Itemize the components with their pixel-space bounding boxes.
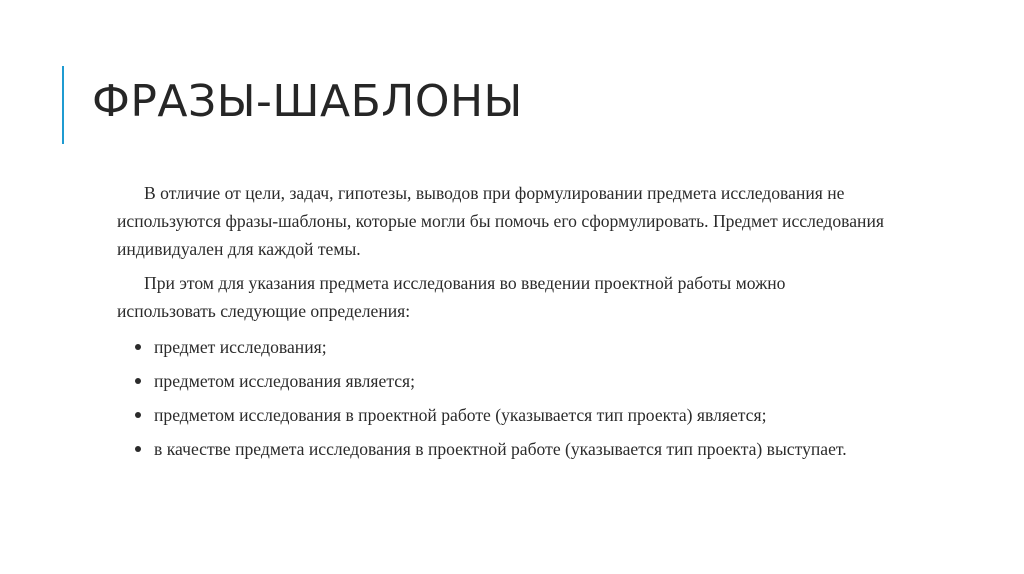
paragraph-intro: В отличие от цели, задач, гипотезы, выводов при формулировании предмета исследования не используются фразы-шаблоны, которые могли бы помочь его сформулировать. Предмет исследования индивидуален для каждой темы.	[117, 183, 884, 259]
list-item-text: предметом исследования является;	[154, 371, 416, 391]
bullet-icon	[135, 344, 141, 350]
bullet-icon	[135, 446, 141, 452]
list-item-text: предмет исследования;	[154, 337, 327, 357]
list-item	[117, 401, 887, 429]
list-item-text: предметом исследования в проектной работе (указывается тип проекта) является;	[154, 405, 767, 425]
paragraph-usage: При этом для указания предмета исследования во введении проектной работы можно использовать следующие определения:	[117, 273, 786, 321]
definitions-list	[117, 333, 887, 463]
list-item	[117, 333, 887, 361]
bullet-icon	[135, 412, 141, 418]
slide-title: ФРАЗЫ-ШАБЛОНЫ	[92, 76, 523, 127]
list-item	[117, 367, 887, 395]
title-accent-bar	[62, 66, 64, 144]
slide-body	[117, 179, 887, 469]
list-item	[117, 435, 887, 463]
bullet-icon	[135, 378, 141, 384]
list-item-text: в качестве предмета исследования в проектной работе (указывается тип проекта) выступает.	[154, 439, 847, 459]
